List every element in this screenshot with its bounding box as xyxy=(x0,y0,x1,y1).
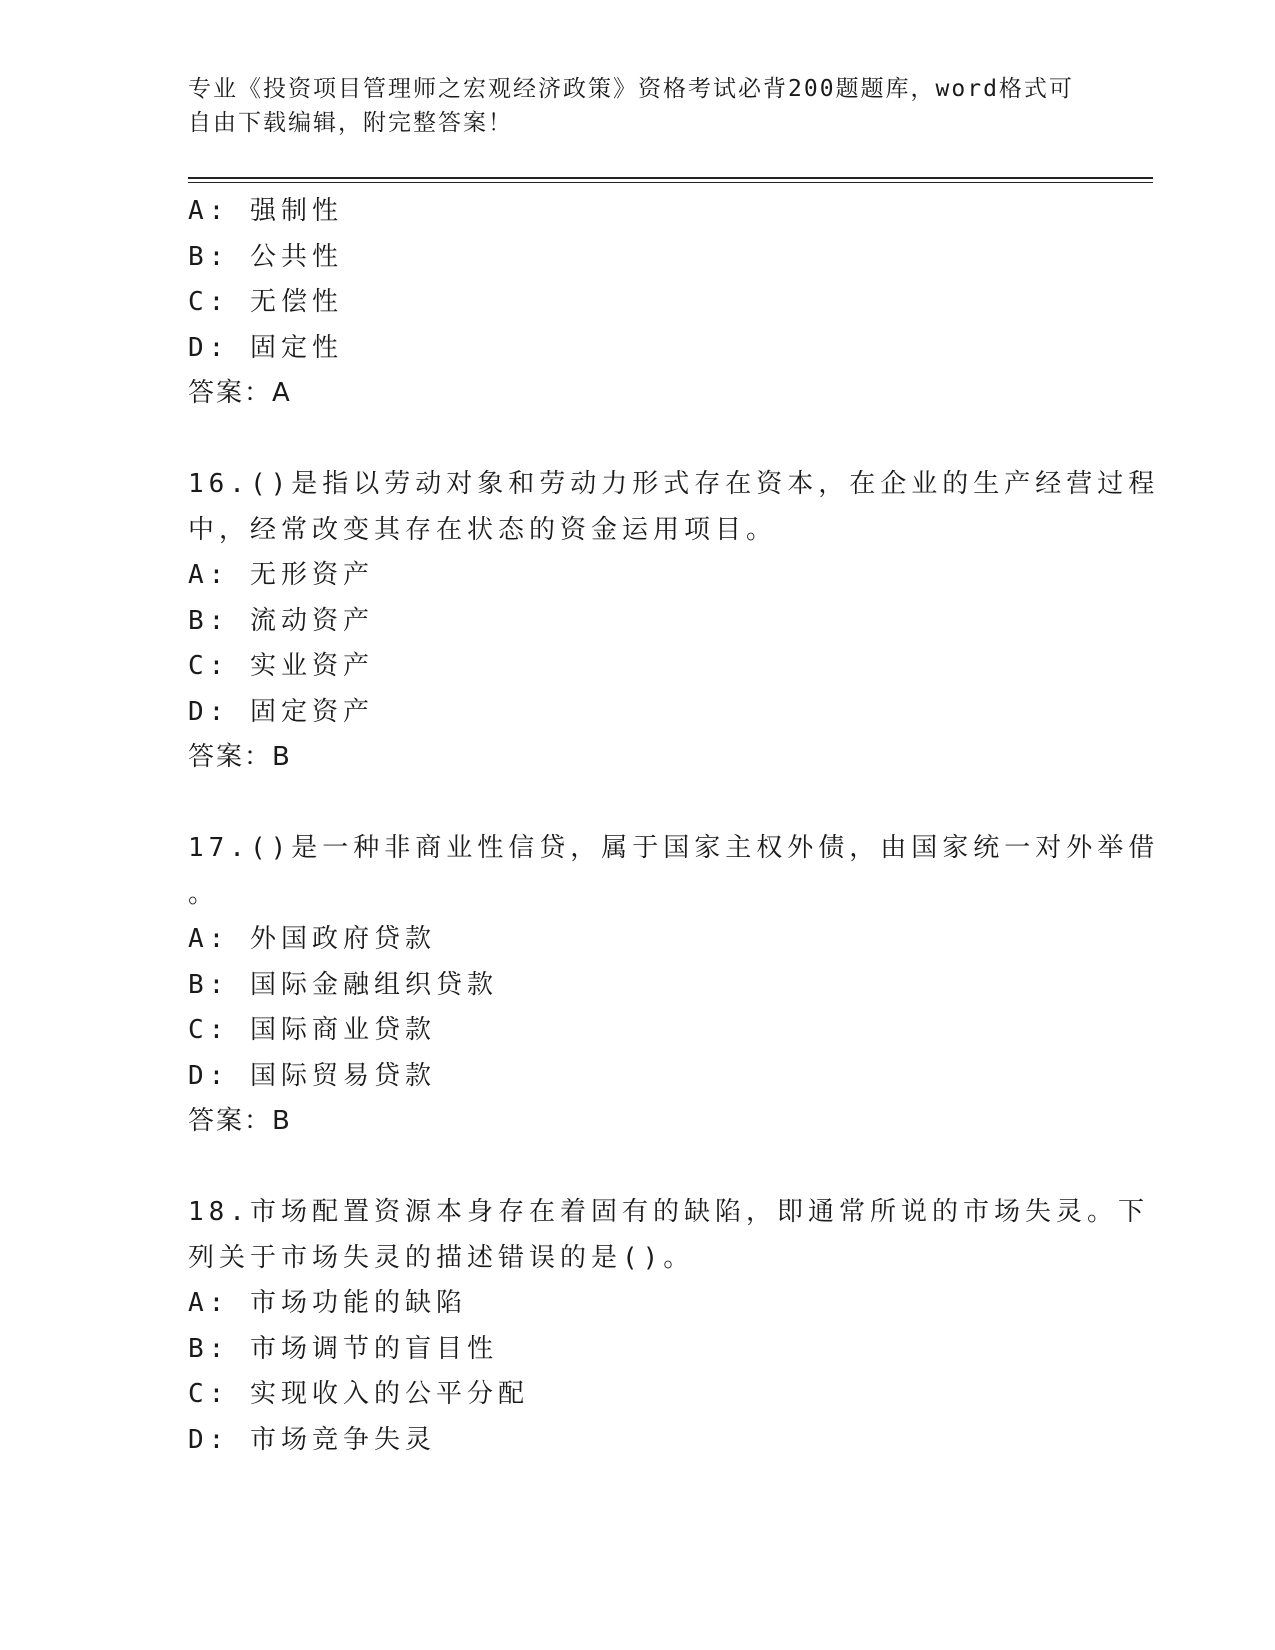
option-a: A: 外国政府贷款 xyxy=(188,924,436,954)
spacer xyxy=(188,417,1088,463)
question-stem-line-1: 18.市场配置资源本身存在着固有的缺陷，即通常所说的市场失灵。下 xyxy=(188,1197,1149,1227)
option-b: B: 流动资产 xyxy=(188,605,374,636)
option-c: C: 实业资产 xyxy=(188,651,374,681)
question-stem-line-1: 16.()是指以劳动对象和劳动力形式存在资本，在企业的生产经营过程 xyxy=(188,469,1160,499)
header-divider xyxy=(188,177,1153,183)
question-15 xyxy=(188,189,1088,417)
spacer xyxy=(188,1145,1088,1191)
question-stem-line-1: 17.()是一种非商业性信贷，属于国家主权外债，由国家统一对外举借 xyxy=(188,833,1160,863)
spacer xyxy=(188,781,1088,827)
option-a: A: 强制性 xyxy=(188,196,343,226)
option-d: D: 固定资产 xyxy=(188,696,374,727)
option-b: B: 国际金融组织贷款 xyxy=(188,969,498,1000)
option-b: B: 市场调节的盲目性 xyxy=(188,1333,498,1364)
question-stem-line-2: 。 xyxy=(188,878,220,909)
answer: 答案：A xyxy=(188,378,292,408)
header-line-2: 自由下载编辑，附完整答案！ xyxy=(188,110,513,136)
question-18 xyxy=(188,1190,1149,1463)
question-list xyxy=(188,189,1160,1463)
option-d: D: 固定性 xyxy=(188,332,343,363)
question-stem-line-2: 中，经常改变其存在状态的资金运用项目。 xyxy=(188,514,778,545)
question-stem-line-2: 列关于市场失灵的描述错误的是()。 xyxy=(188,1242,695,1273)
option-c: C: 实现收入的公平分配 xyxy=(188,1379,529,1409)
option-a: A: 市场功能的缺陷 xyxy=(188,1288,467,1318)
answer: 答案：B xyxy=(188,742,292,772)
option-a: A: 无形资产 xyxy=(188,560,374,590)
header-line-1: 专业《投资项目管理师之宏观经济政策》资格考试必背200题题库，word格式可 xyxy=(188,76,1074,102)
document-header xyxy=(188,72,1088,140)
option-d: D: 国际贸易贷款 xyxy=(188,1060,436,1091)
option-b: B: 公共性 xyxy=(188,241,343,272)
question-16 xyxy=(188,462,1160,781)
option-c: C: 国际商业贷款 xyxy=(188,1015,436,1045)
option-d: D: 市场竞争失灵 xyxy=(188,1424,436,1455)
question-17 xyxy=(188,826,1160,1145)
option-c: C: 无偿性 xyxy=(188,287,343,317)
answer: 答案：B xyxy=(188,1106,292,1136)
